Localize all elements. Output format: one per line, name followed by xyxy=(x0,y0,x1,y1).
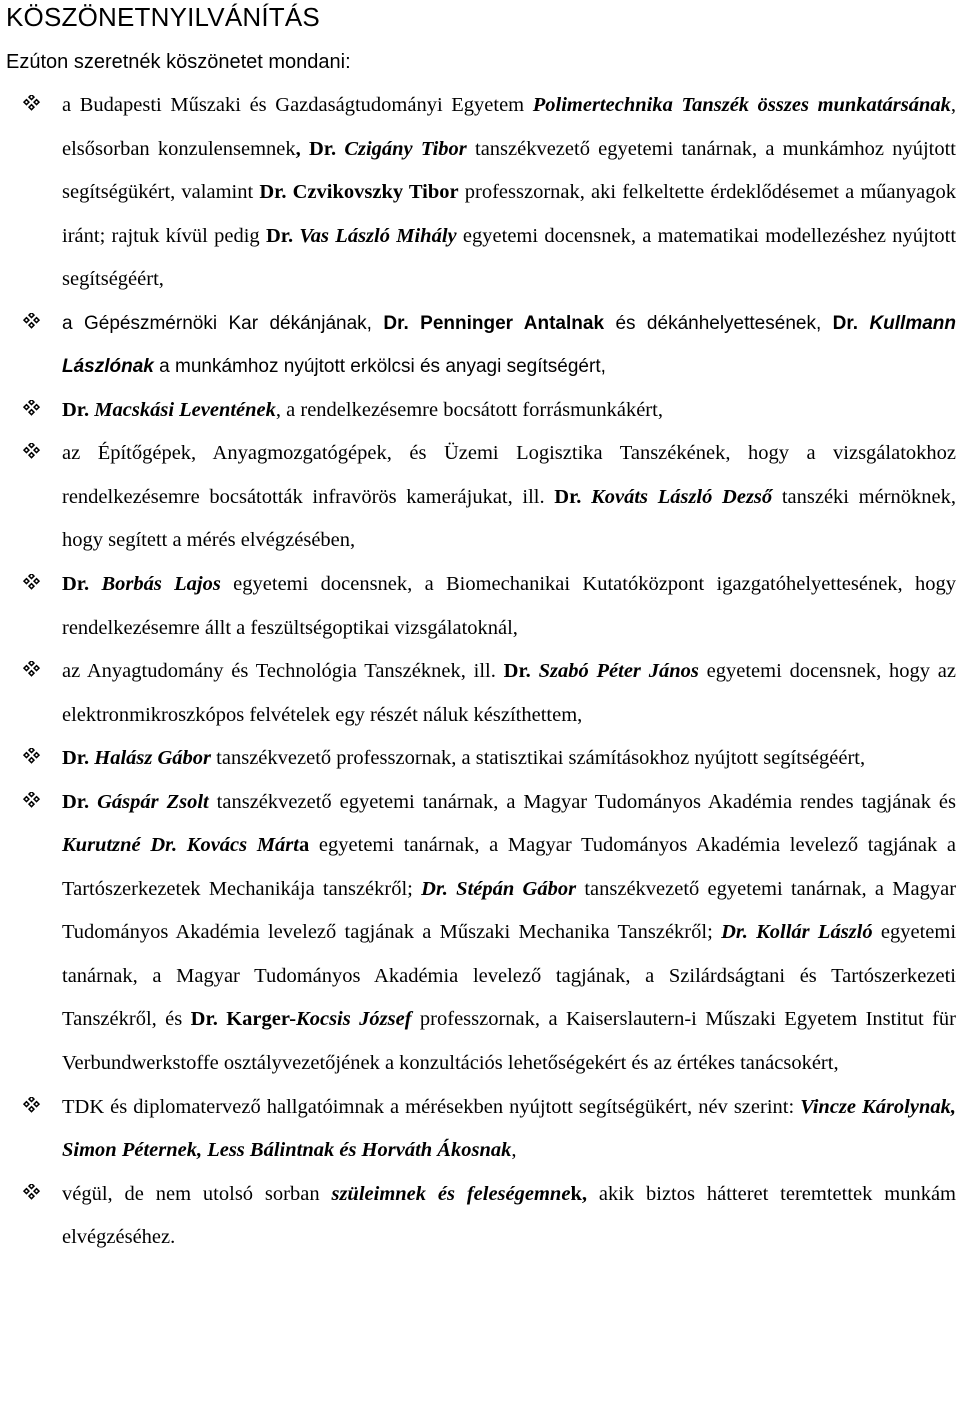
list-item xyxy=(0,1086,960,1173)
emphasized-name: Dr. xyxy=(62,398,95,421)
text-run: az Anyagtudomány és Technológia Tanszéknek, ill. xyxy=(62,660,504,683)
diamond-bullet-icon xyxy=(22,748,41,767)
emphasized-name: Polimertechnika Tanszék összes munkatársának xyxy=(532,94,951,116)
intro-text: Ezúton szeretnék köszönetet mondani: xyxy=(6,51,351,73)
text-run: egyetemi tanárnak, a Magyar Tudományos Akadémia levelező tagjának, a Szilárdságtani és Tartószerkezeti Tanszékről, és xyxy=(62,921,957,1031)
list-item-text xyxy=(62,84,956,302)
text-run: TDK és diplomatervező hallgatóimnak a mérésekben nyújtott segítségükért, név szerint: xyxy=(62,1095,801,1118)
emphasized-name: Dr. xyxy=(62,747,95,770)
emphasized-name: k, xyxy=(570,1182,587,1205)
emphasized-name: Dr. xyxy=(554,485,592,508)
list-item xyxy=(0,781,960,1086)
text-run: tanszékvezető professzornak, a statisztikai számításokhoz nyújtott segítségéért, xyxy=(211,747,866,770)
list-item-text xyxy=(62,389,956,433)
emphasized-name: Dr. xyxy=(62,573,102,596)
emphasized-name: Dr. xyxy=(503,660,539,683)
emphasized-name: Kováts László Dezső xyxy=(591,485,773,508)
text-run: a Gépészmérnöki Kar dékánjának, xyxy=(62,312,384,334)
emphasized-name: Szabó Péter János xyxy=(538,660,699,683)
emphasized-name: Borbás Lajos xyxy=(101,573,221,596)
emphasized-name: Halász Gábor xyxy=(94,747,212,770)
emphasized-name: Kurutzné Dr. Kovács Márt xyxy=(62,834,299,857)
emphasized-name: Kullmann Lászlónak xyxy=(62,312,957,378)
text-run: és dékánhelyettesének, xyxy=(604,312,833,334)
text-run: az Építőgépek, Anyagmozgatógépek, és Üzemi Logisztika Tanszékének, hogy a vizsgálatokhoz rendelkezésemre bocsátották infravörös kamerájukat, ill. xyxy=(62,442,956,508)
list-item xyxy=(0,1173,960,1260)
emphasized-name: Dr. Karger- xyxy=(190,1008,297,1031)
list-item-text xyxy=(62,432,956,563)
emphasized-name: Gáspár Zsolt xyxy=(97,790,209,813)
list-item xyxy=(0,84,960,302)
emphasized-name: Dr. Stépán Gábor xyxy=(421,877,577,900)
text-run: egyetemi docensnek, a matematikai modellezéshez nyújtott segítségéért, xyxy=(62,224,957,291)
text-run: professzornak, aki felkeltette érdeklődésemet a műanyagok iránt; rajtuk kívül pedig xyxy=(62,181,956,247)
text-run: a munkámhoz nyújtott erkölcsi és anyagi segítségért, xyxy=(153,356,606,378)
diamond-bullet-icon xyxy=(22,95,41,114)
diamond-bullet-icon xyxy=(22,443,41,462)
text-run: tanszékvezető egyetemi tanárnak, a munkámhoz nyújtott segítségükért, valamint xyxy=(62,137,956,204)
emphasized-name: , Dr. xyxy=(295,137,345,160)
list-item-text xyxy=(62,737,956,781)
emphasized-name: Vincze Károlynak, Simon Péternek, Less Bálintnak és Horváth Ákosnak xyxy=(62,1095,956,1162)
diamond-bullet-icon xyxy=(22,1184,41,1203)
diamond-bullet-icon xyxy=(22,792,41,811)
list-item xyxy=(0,432,960,563)
emphasized-name: Dr. xyxy=(265,224,300,247)
list-item-text xyxy=(62,1086,956,1173)
list-item-text xyxy=(62,563,956,650)
list-item xyxy=(0,650,960,737)
text-run: , elsősorban konzulensemnek xyxy=(62,94,956,160)
list-item xyxy=(0,563,960,650)
text-run: tanszékvezető egyetemi tanárnak, a Magyar Tudományos Akadémia levelező tagjának a Műszaki Mechanika Tanszékről; xyxy=(62,877,957,944)
text-run: , a rendelkezésemre bocsátott forrásmunkákért, xyxy=(275,398,663,421)
emphasized-name: Macskási Leventének xyxy=(94,398,276,421)
diamond-bullet-icon xyxy=(22,1097,41,1116)
emphasized-name: Czigány Tibor xyxy=(344,137,467,160)
text-run: tanszéki mérnöknek, hogy segített a mérés elvégzésében, xyxy=(62,485,956,552)
emphasized-name: Vas László Mihály xyxy=(299,224,457,247)
text-run: akik biztos hátteret teremtettek munkám elvégzéséhez. xyxy=(62,1182,956,1249)
text-run: egyetemi tanárnak, a Magyar Tudományos Akadémia levelező tagjának a Tartószerkezetek Mechanikája tanszékről; xyxy=(62,834,956,900)
text-run: végül, de nem utolsó sorban xyxy=(62,1182,332,1205)
list-item-text xyxy=(62,650,956,737)
text-run: , xyxy=(511,1139,517,1162)
emphasized-name: Dr. Kollár László xyxy=(721,921,873,944)
list-item-text xyxy=(62,302,956,389)
list-item xyxy=(0,389,960,433)
diamond-bullet-icon xyxy=(22,313,41,332)
text-run: egyetemi docensnek, a Biomechanikai Kutatóközpont igazgatóhelyettesének, hogy rendelkezésemre állt a feszültségoptikai vizsgálatoknál, xyxy=(62,573,956,639)
emphasized-name: Dr. xyxy=(62,790,98,813)
text-run: egyetemi docensnek, hogy az elektronmikroszkópos felvételek egy részét náluk készíthettem, xyxy=(62,660,956,726)
emphasized-name: a xyxy=(298,834,310,857)
emphasized-name: Kocsis József xyxy=(296,1008,412,1031)
page-title: KÖSZÖNETNYILVÁNÍTÁS xyxy=(6,2,320,32)
list-item xyxy=(0,737,960,781)
text-run: a Budapesti Műszaki és Gazdaságtudományi Egyetem xyxy=(62,94,533,116)
acknowledgement-list xyxy=(0,84,960,1260)
list-item-text xyxy=(62,1173,956,1260)
emphasized-name: Dr. Czvikovszky Tibor xyxy=(259,181,459,204)
list-item-text xyxy=(62,781,956,1086)
emphasized-name: Dr. xyxy=(832,312,870,334)
list-item xyxy=(0,302,960,389)
text-run: professzornak, a Kaiserslautern-i Műszaki Egyetem Institut für Verbundwerkstoffe osztályvezetőjének a konzultációs lehetőségekért és az értékes tanácsokért, xyxy=(62,1008,956,1075)
diamond-bullet-icon xyxy=(22,661,41,680)
emphasized-name: Dr. Penninger Antalnak xyxy=(383,312,605,334)
emphasized-name: szüleimnek és feleségemne xyxy=(331,1182,571,1205)
diamond-bullet-icon xyxy=(22,400,41,419)
text-run: tanszékvezető egyetemi tanárnak, a Magyar Tudományos Akadémia rendes tagjának és xyxy=(208,790,956,813)
diamond-bullet-icon xyxy=(22,574,41,593)
